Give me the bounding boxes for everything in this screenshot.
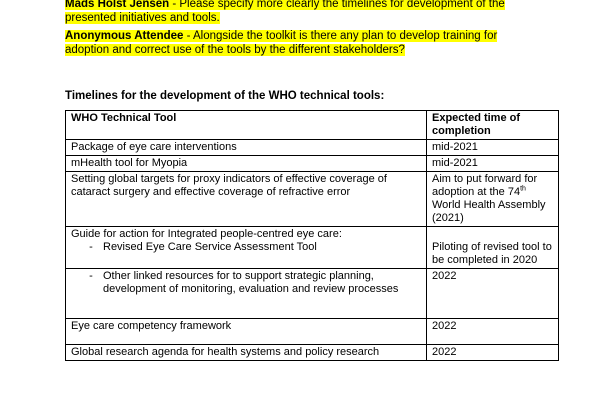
table-row: [66, 319, 559, 345]
attendee-question-text: - Alongside the toolkit is there any plan to develop training for: [183, 30, 498, 42]
attendee-speaker: Anonymous Attendee: [65, 30, 184, 42]
cell-time: 2022: [427, 269, 559, 319]
attendee-question-text-2: adoption and correct use of the tools by the different stakeholders?: [65, 44, 405, 56]
table-row: [66, 345, 559, 361]
timeline-table: [65, 110, 559, 361]
table-row: [66, 156, 559, 172]
cell-tool: Setting global targets for proxy indicators of effective coverage of cataract surgery and effective coverage of refractive error: [66, 172, 427, 227]
cell-time: Aim to put forward for adoption at the 74th World Health Assembly (2021): [427, 172, 559, 227]
bullet-marker: -: [89, 241, 93, 253]
cell-time: mid-2021: [427, 156, 559, 172]
previous-question-text-2: presented initiatives and tools.: [65, 12, 220, 24]
table-row: [66, 140, 559, 156]
cell-time: 2022: [427, 319, 559, 345]
previous-speaker: Mads Holst Jensen: [65, 0, 170, 10]
table-row: [66, 269, 559, 319]
cell-time: Piloting of revised tool to be completed in 2020: [427, 227, 559, 269]
bullet-item: [71, 241, 422, 254]
bullet-text: Other linked resources for to support strategic planning, development of monitoring, evaluation and review processes: [103, 270, 399, 295]
table-header-row: [66, 111, 559, 140]
header-time: Expected time of completion: [427, 111, 559, 140]
cell-time: mid-2021: [427, 140, 559, 156]
header-tool: WHO Technical Tool: [66, 111, 427, 140]
cell-tool: mHealth tool for Myopia: [66, 156, 427, 172]
table-row: [66, 227, 559, 269]
cell-tool: Package of eye care interventions: [66, 140, 427, 156]
bullet-text: Revised Eye Care Service Assessment Tool: [103, 241, 317, 253]
guide-title: Guide for action for Integrated people-centred eye care:: [71, 228, 342, 240]
bullet-item: [71, 270, 422, 296]
table-row: [66, 172, 559, 227]
cell-tool: Eye care competency framework: [66, 319, 427, 345]
section-heading: Timelines for the development of the WHO technical tools:: [65, 90, 385, 102]
cell-time: 2022: [427, 345, 559, 361]
bullet-marker: -: [89, 270, 93, 282]
cell-tool: [66, 227, 427, 269]
cell-tool: Global research agenda for health systems and policy research: [66, 345, 427, 361]
cell-tool: [66, 269, 427, 319]
attendee-question: [65, 29, 535, 57]
previous-question-text: - Please specify more clearly the timelines for development of the: [169, 0, 505, 10]
previous-question: [65, 0, 505, 25]
